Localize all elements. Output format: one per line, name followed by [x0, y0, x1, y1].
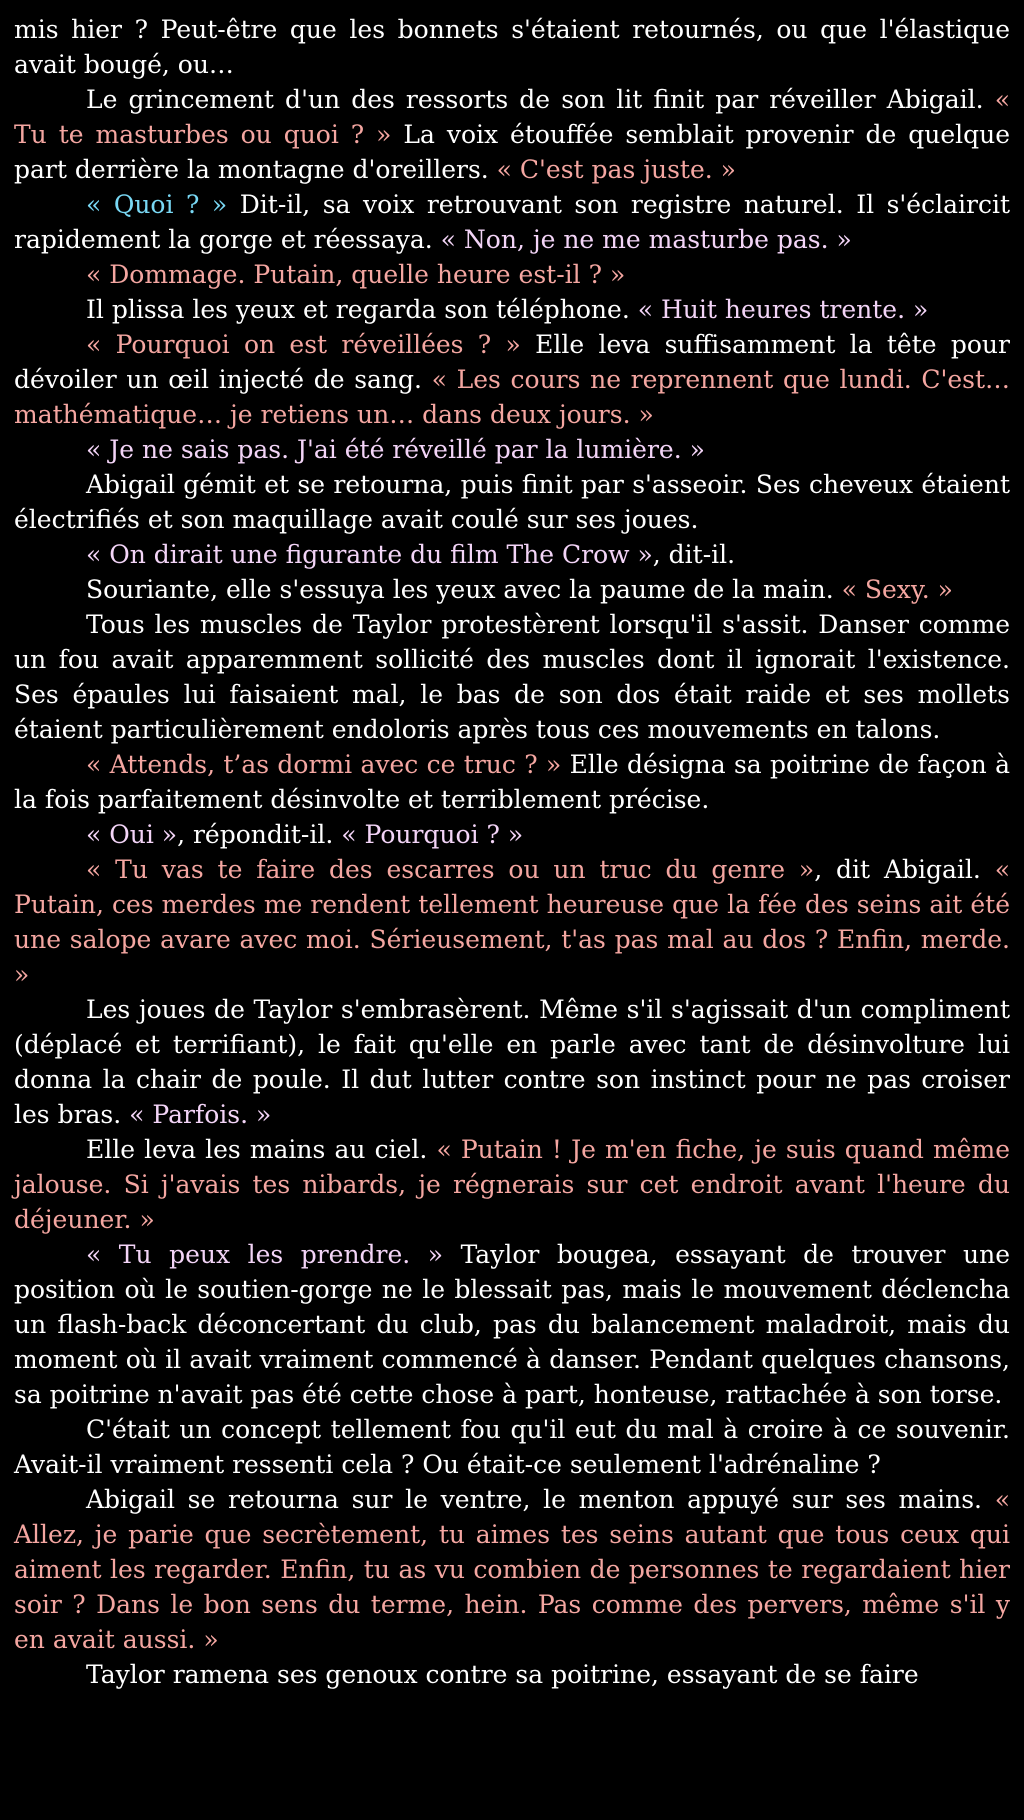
paragraph [14, 1412, 1010, 1482]
paragraph [14, 292, 1010, 327]
paragraph [14, 572, 1010, 607]
taylor-dialogue: « Je ne sais pas. J'ai été réveillé par la lumière. » [86, 435, 705, 464]
narration-text: Elle désigna sa poitrine de façon à la fois parfaitement désinvolte et terriblement précise. [14, 750, 1011, 814]
paragraph [14, 607, 1010, 747]
abigail-dialogue: « Tu vas te faire des escarres ou un truc du genre » [86, 855, 815, 884]
narration-text: , dit Abigail. [814, 855, 995, 884]
narration-text: Dit-il, sa voix retrouvant son registre naturel. Il s'éclaircit rapidement la gorge et réessaya. [14, 190, 1010, 254]
narration-text: Abigail gémit et se retourna, puis finit par s'asseoir. Ses cheveux étaient électrifiés et son maquillage avait coulé sur ses joues. [14, 470, 1010, 534]
paragraph [14, 1237, 1010, 1412]
paragraph [14, 852, 1010, 992]
narration-text: Tous les muscles de Taylor protestèrent lorsqu'il s'assit. Danser comme un fou avait apparemment sollicité des muscles dont il ignorait l'existence. Ses épaules lui faisaient mal, le bas de son dos était raide et ses mollets étaient particulièrement endoloris après tous ces mouvements en talons. [14, 610, 1010, 744]
abigail-dialogue: « Pourquoi on est réveillées ? » [86, 330, 521, 359]
abigail-dialogue: « C'est pas juste. » [496, 155, 736, 184]
taylor-dialogue: « Pourquoi ? » [341, 820, 524, 849]
paragraph [14, 817, 1010, 852]
taylor-dialogue: « Parfois. » [129, 1100, 272, 1129]
paragraph [14, 327, 1010, 432]
paragraph [14, 12, 1010, 82]
paragraph [14, 82, 1010, 187]
taylor-dialogue: « Non, je ne me masturbe pas. » [440, 225, 852, 254]
narration-text: Taylor bougea, essayant de trouver une position où le soutien-gorge ne le blessait pas, mais le mouvement déclencha un flash-back déconcertant du club, pas du balancement maladroit, mais du moment où il avait vraiment commencé à danser. Pendant quelques chansons, sa poitrine n'avait pas été cette chose à part, honteuse, rattachée à son torse. [14, 1240, 1010, 1409]
abigail-dialogue: « Putain, ces merdes me rendent tellement heureuse que la fée des seins ait été une salope avare avec moi. Sérieusement, t'as pas mal au dos ? Enfin, merde. » [14, 855, 1010, 989]
narration-text: C'était un concept tellement fou qu'il eut du mal à croire à ce souvenir. Avait-il vraiment ressenti cela ? Ou était-ce seulement l'adrénaline ? [14, 1415, 1010, 1479]
abigail-dialogue: « Sexy. » [841, 575, 953, 604]
taylor-dialogue: « On dirait une figurante du film The Crow » [86, 540, 653, 569]
narration-text: Taylor ramena ses genoux contre sa poitrine, essayant de se faire [86, 1660, 919, 1689]
abigail-dialogue: « Dommage. Putain, quelle heure est-il ? » [86, 260, 626, 289]
abigail-dialogue: « Les cours ne reprennent que lundi. C'est… mathématique… je retiens un… dans deux jours. » [14, 365, 1011, 429]
abigail-dialogue: « Putain ! Je m'en fiche, je suis quand même jalouse. Si j'avais tes nibards, je régnerais sur cet endroit avant l'heure du déjeuner. » [14, 1135, 1010, 1234]
paragraph [14, 257, 1010, 292]
taylor-dialogue: « Oui » [86, 820, 178, 849]
taylor-dialogue: « Tu peux les prendre. » [86, 1240, 444, 1269]
taylor-dialogue: « Huit heures trente. » [637, 295, 929, 324]
abigail-dialogue: « Allez, je parie que secrètement, tu aimes tes seins autant que tous ceux qui aiment les regarder. Enfin, tu as vu combien de personnes te regardaient hier soir ? Dans le bon sens du terme, hein. Pas comme des pervers, même s'il y en avait aussi. » [14, 1485, 1010, 1654]
narration-text: , dit-il. [652, 540, 736, 569]
abigail-dialogue: « Tu te masturbes ou quoi ? » [14, 85, 1010, 149]
narration-text: Le grincement d'un des ressorts de son lit finit par réveiller Abigail. [86, 85, 995, 114]
highlighted-dialogue: « Quoi ? » [86, 190, 228, 219]
abigail-dialogue: « Attends, t’as dormi avec ce truc ? » [86, 750, 562, 779]
narration-text: Les joues de Taylor s'embrasèrent. Même s'il s'agissait d'un compliment (déplacé et terrifiant), le fait qu'elle en parle avec tant de désinvolture lui donna la chair de poule. Il dut lutter contre son instinct pour ne pas croiser les bras. [14, 995, 1010, 1129]
narration-text: Souriante, elle s'essuya les yeux avec la paume de la main. [86, 575, 842, 604]
paragraph [14, 1132, 1010, 1237]
paragraph [14, 747, 1010, 817]
paragraph [14, 1482, 1010, 1657]
narration-text: La voix étouffée semblait provenir de quelque part derrière la montagne d'oreillers. [14, 120, 1011, 184]
paragraph [14, 467, 1010, 537]
narration-text: mis hier ? Peut-être que les bonnets s'étaient retournés, ou que l'élastique avait bougé, ou… [14, 15, 1010, 79]
paragraph [14, 432, 1010, 467]
paragraph [14, 187, 1010, 257]
narration-text: Elle leva suffisamment la tête pour dévoiler un œil injecté de sang. [14, 330, 1010, 394]
paragraph [14, 992, 1010, 1132]
narration-text: Elle leva les mains au ciel. [86, 1135, 437, 1164]
paragraph [14, 1657, 1010, 1692]
narration-text: Il plissa les yeux et regarda son téléphone. [86, 295, 638, 324]
paragraph [14, 537, 1010, 572]
narration-text: , répondit-il. [177, 820, 342, 849]
narration-text: Abigail se retourna sur le ventre, le menton appuyé sur ses mains. [86, 1485, 995, 1514]
